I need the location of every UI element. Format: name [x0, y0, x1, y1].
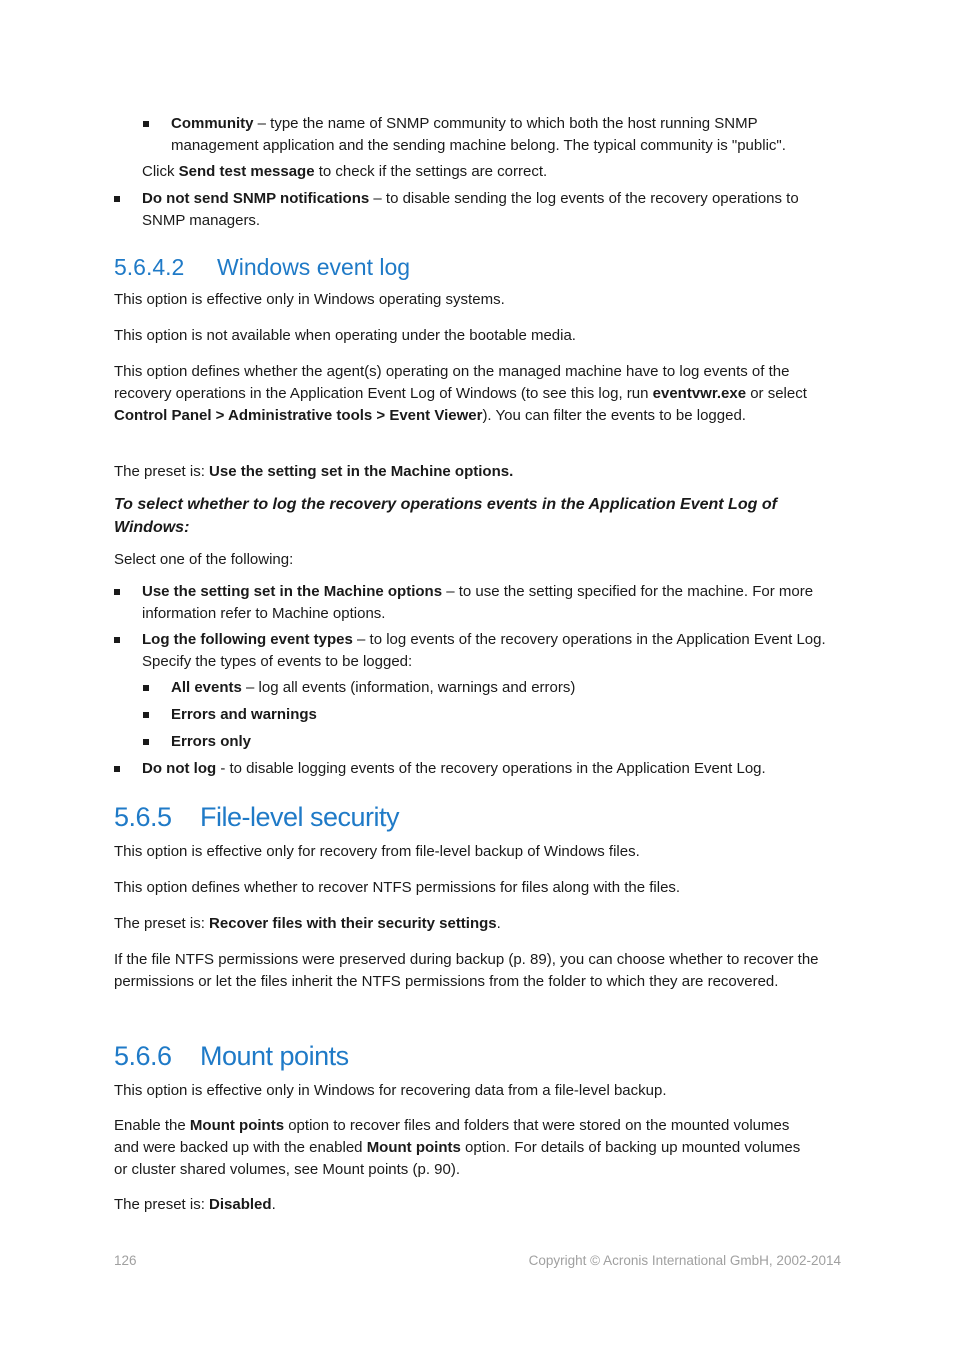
preset-paragraph: The preset is: Recover files with their security settings.: [114, 915, 501, 932]
page-number: 126: [114, 1253, 137, 1268]
preset-paragraph: The preset is: Use the setting set in the Machine options.: [114, 463, 514, 480]
paragraph: If the file NTFS permissions were preserved during backup (p. 89), you can choose whether to recover the permissions or let the files inherit the NTFS permissions from the folder to which they are recovered.: [114, 951, 819, 990]
bullet-icon: [143, 712, 149, 718]
paragraph: Enable the Mount points option to recover files and folders that were stored on the mounted volumes and were backed up with the enabled Mount points option. For details of backing up mounted volumes or cluster shared volumes, see Mount points (p. 90).: [114, 1117, 801, 1178]
snmp-community-item: Community – type the name of SNMP community to which both the host running SNMP management application and the sending machine belong. The typical community is "public".: [171, 115, 786, 154]
section-heading-mount-points: 5.6.6 Mount points: [114, 1041, 349, 1071]
paragraph: This option is not available when operating under the bootable media.: [114, 327, 576, 344]
option-log-event-types: Log the following event types – to log events of the recovery operations in the Application Event Log. Specify the types of events to be logged:: [142, 631, 826, 670]
suboption-errors-and-warnings: Errors and warnings: [171, 706, 317, 723]
bullet-icon: [143, 685, 149, 691]
bullet-icon: [143, 121, 149, 127]
bullet-icon: [114, 766, 120, 772]
paragraph: This option is effective only in Windows operating systems.: [114, 291, 505, 308]
procedure-heading: To select whether to log the recovery operations events in the Application Event Log of Windows:: [114, 496, 777, 536]
option-machine-settings: Use the setting set in the Machine options – to use the setting specified for the machine. For more information refer to Machine options.: [142, 583, 814, 622]
send-test-paragraph: Click Send test message to check if the settings are correct.: [142, 163, 548, 180]
section-heading-file-level-security: 5.6.5 File-level security: [114, 802, 400, 832]
snmp-do-not-send-item: Do not send SNMP notifications – to disable sending the log events of the recovery operations to SNMP managers.: [142, 190, 799, 229]
paragraph: This option is effective only for recovery from file-level backup of Windows files.: [114, 843, 640, 860]
option-do-not-log: Do not log - to disable logging events of the recovery operations in the Application Event Log.: [142, 760, 766, 777]
suboption-all-events: All events – log all events (information, warnings and errors): [171, 679, 576, 696]
bullet-icon: [143, 739, 149, 745]
paragraph: This option defines whether to recover NTFS permissions for files along with the files.: [114, 879, 681, 896]
paragraph: Select one of the following:: [114, 551, 294, 568]
suboption-errors-only: Errors only: [171, 733, 252, 750]
section-heading-windows-event-log: 5.6.4.2 Windows event log: [114, 254, 411, 280]
bullet-icon: [114, 637, 120, 643]
preset-paragraph: The preset is: Disabled.: [114, 1196, 276, 1213]
paragraph: This option defines whether the agent(s) operating on the managed machine have to log events of the recovery operations in the Application Event Log of Windows (to see this log, run eventvwr.exe or select Control Panel > Administrative tools > Event Viewer). You can filter the events to be logged.: [114, 363, 807, 424]
paragraph: This option is effective only in Windows for recovering data from a file-level backup.: [114, 1082, 667, 1099]
bullet-icon: [114, 196, 120, 202]
copyright: Copyright © Acronis International GmbH, 2002-2014: [528, 1253, 841, 1268]
bullet-icon: [114, 589, 120, 595]
term: Community: [171, 115, 254, 132]
